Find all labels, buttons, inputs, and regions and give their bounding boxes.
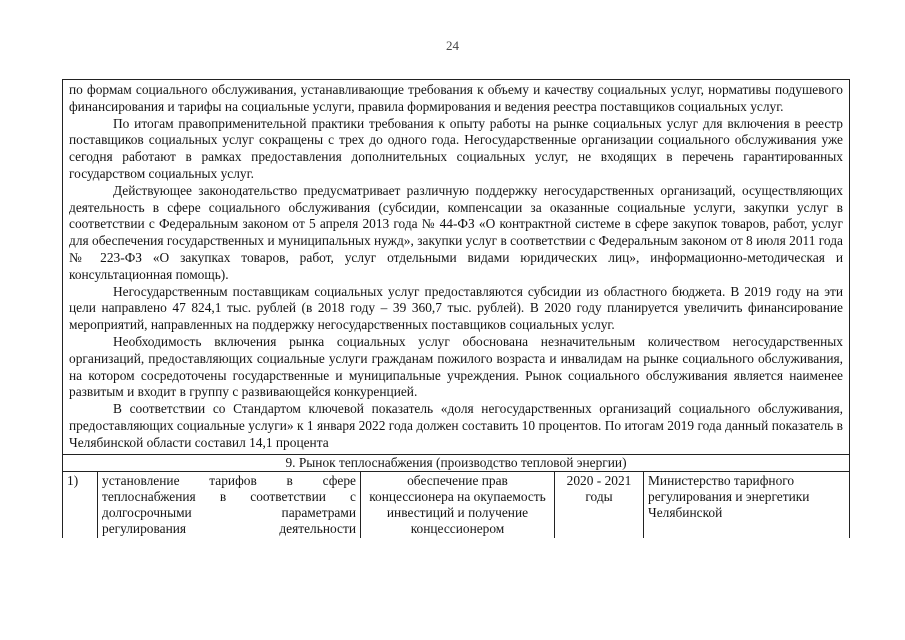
- paragraph: В соответствии со Стандартом ключевой показатель «доля негосударственных организаций социального обслуживания, предоставляющих социальные услуги» к 1 января 2022 года должен составить 10 процентов. По итогам 2019 года данный показатель в Челябинской области составил 14,1 процента: [69, 401, 843, 450]
- text-block: [62, 79, 850, 454]
- row-responsible: Министерство тарифного регулирования и энергетики Челябинской: [644, 471, 850, 538]
- paragraph: Негосударственным поставщикам социальных услуг предоставляются субсидии из областного бюджета. В 2019 году на эти цели направлено 47 824,1 тыс. рублей (в 2018 году – 39 360,7 тыс. рублей). В 2020 году планируется увеличить финансирование мероприятий, направленных на поддержку негосударственных поставщиков социальных услуг.: [69, 283, 843, 333]
- paragraph: Действующее законодательство предусматривает различную поддержку негосударственных организаций, осуществляющих деятельность в сфере социального обслуживания (субсидии, компенсации за оказанные социальные услуги, закупки услуг в соответствии с Федеральным законом от 5 апреля 2013 года № 44-ФЗ «О контрактной системе в сфере закупок товаров, работ, услуг для обеспечения государственных и муниципальных нужд», закупки услуг в соответствии с Федеральным законом от 8 июля 2011 года № 223-ФЗ «О закупках товаров, работ, услуг отдельными видами юридических лиц», информационно-методическая и консультационная помощь).: [69, 182, 843, 282]
- page-content: [62, 79, 850, 538]
- row-term: 2020 - 2021 годы: [555, 471, 644, 538]
- paragraph: по формам социального обслуживания, устанавливающие требования к объему и качеству социальных услуг, нормативы подушевого финансирования и тарифы на социальные услуги, правила формирования и ведения реестра поставщиков социальных услуг.: [69, 82, 843, 114]
- page-number: 24: [446, 38, 459, 53]
- paragraph: По итогам правоприменительной практики требования к опыту работы на рынке социальных услуг для включения в реестр поставщиков социальных услуг сокращены с трех до одного года. Негосударственные организации социального обслуживания уже сегодня работают в рамках предоставления дополнительных социальных услуг, не входящих в перечень гарантированных государством социальных услуг.: [69, 115, 843, 181]
- paragraph: Необходимость включения рынка социальных услуг обоснована незначительным количеством негосударственных организаций, предоставляющих социальные услуги гражданам пожилого возраста и инвалидам на рынке социального обслуживания, на котором сосредоточены государственные и муниципальные учреждения. Рынок социального обслуживания является наименее развитым и входит в группу с развивающейся конкуренцией.: [69, 333, 843, 400]
- row-result: обеспечение прав концессионера на окупаемость инвестиций и получение концессионером: [361, 471, 555, 538]
- section-title: 9. Рынок теплоснабжения (производство тепловой энергии): [62, 454, 850, 471]
- measures-table: [62, 471, 850, 539]
- table-row: [63, 471, 850, 538]
- row-number: 1): [63, 471, 98, 538]
- row-action: установление тарифов в сфере теплоснабжения в соответствии с долгосрочными параметрами регулирования деятельности: [98, 471, 361, 538]
